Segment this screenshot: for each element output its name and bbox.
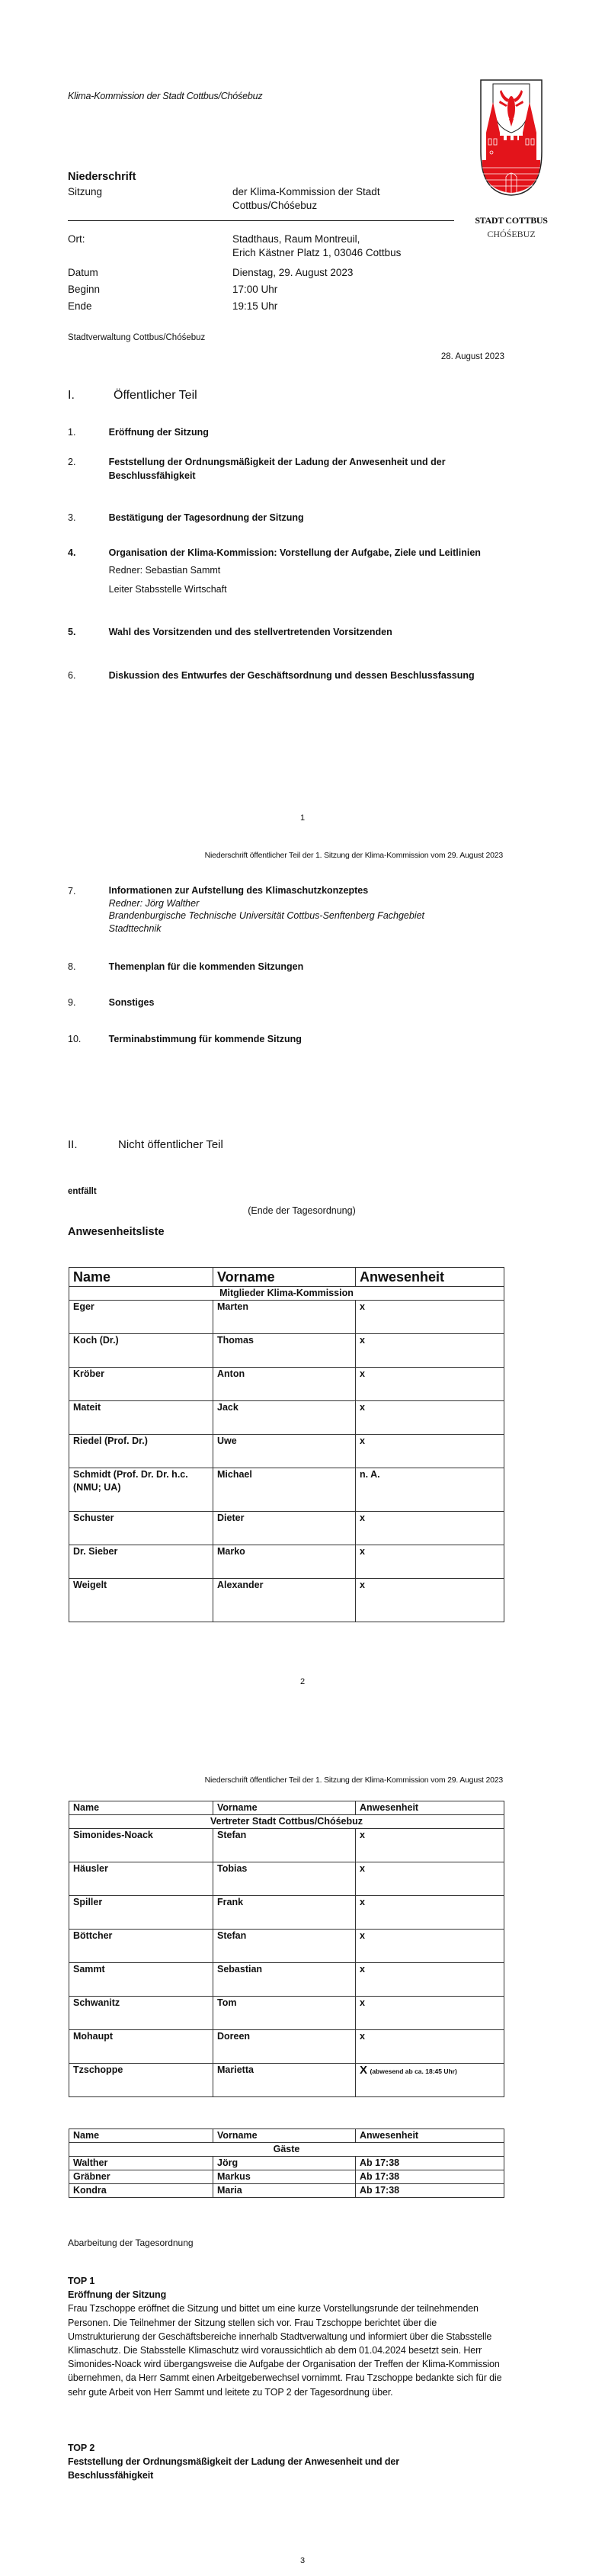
minutes-top2 — [68, 2441, 510, 2483]
top1-title: Eröffnung der Sitzung — [68, 2289, 167, 2301]
column-header-anwesenheit: Anwesenheit — [356, 1268, 504, 1287]
meta-value-cont: Cottbus/Chóśebuz — [232, 200, 318, 211]
agenda-number: 6. — [68, 670, 76, 681]
agenda-speaker: Redner: Sebastian Sammt — [108, 565, 221, 576]
column-header-anwesenheit: Anwesenheit — [356, 1801, 504, 1815]
cell-vorname: Jörg — [213, 2157, 356, 2170]
table-header-row — [69, 1268, 504, 1287]
group-header-guests: Gäste — [69, 2143, 504, 2157]
column-header-name: Name — [69, 2129, 213, 2143]
agenda-speaker-affiliation: Brandenburgische Technische Universität Cottbus-Senftenberg Fachgebiet — [108, 910, 425, 921]
cell-status: Ab 17:38 — [356, 2157, 504, 2170]
cell-vorname: Marko — [213, 1545, 356, 1579]
document-header-title: Klima-Kommission der Stadt Cottbus/Chóśebuz — [68, 91, 263, 101]
meta-label: Datum — [68, 267, 98, 278]
cell-status: x — [356, 1401, 504, 1435]
meta-value: 17:00 Uhr — [232, 284, 278, 295]
group-header-members: Mitglieder Klima-Kommission — [69, 1287, 504, 1301]
table-row — [69, 1435, 504, 1468]
table-header-row — [69, 1801, 504, 1815]
table-row — [69, 1301, 504, 1334]
agenda-title: Organisation der Klima-Kommission: Vorstellung der Aufgabe, Ziele und Leitlinien — [108, 547, 481, 558]
cell-vorname: Anton — [213, 1368, 356, 1401]
cell-vorname: Marten — [213, 1301, 356, 1334]
cell-name: Schmidt (Prof. Dr. Dr. h.c. (NMU; UA) — [69, 1468, 213, 1512]
issue-date: 28. August 2023 — [440, 352, 504, 361]
meta-row-datum — [68, 266, 464, 280]
table-row — [69, 1334, 504, 1368]
meta-label: Beginn — [68, 284, 101, 295]
cell-name: Tzschoppe — [69, 2064, 213, 2097]
cell-vorname: Markus — [213, 2170, 356, 2184]
document-title: Niederschrift — [68, 171, 136, 183]
cell-status: x — [356, 1963, 504, 1997]
top2-label: TOP 2 — [68, 2443, 95, 2453]
agenda-title: Informationen zur Aufstellung des Klimaschutzkonzeptes — [108, 885, 369, 896]
running-header: Niederschrift öffentlicher Teil der 1. Sitzung der Klima-Kommission vom 29. August 2023 — [204, 851, 503, 860]
table-row — [69, 2030, 504, 2064]
agenda-number: 7. — [68, 886, 76, 897]
section-title-nonpublic: Nicht öffentlicher Teil — [118, 1138, 223, 1151]
cell-vorname: Alexander — [213, 1579, 356, 1622]
cell-name: Gräbner — [69, 2170, 213, 2184]
coat-of-arms-logo — [480, 79, 543, 197]
cell-name: Schuster — [69, 1512, 213, 1545]
agenda-title: Eröffnung der Sitzung — [108, 427, 209, 438]
top1-label: TOP 1 — [68, 2276, 95, 2286]
agenda-title: Feststellung der Ordnungsmäßigkeit der Ladung der Anwesenheit und der — [108, 457, 446, 467]
table-row — [69, 1545, 504, 1579]
agenda-item-5 — [68, 625, 525, 639]
meta-row-beginn — [68, 283, 464, 297]
cell-name: Mohaupt — [69, 2030, 213, 2064]
cell-vorname: Maria — [213, 2184, 356, 2198]
cell-name: Weigelt — [69, 1579, 213, 1622]
cell-status: Ab 17:38 — [356, 2170, 504, 2184]
table-row — [69, 1862, 504, 1896]
cell-status: x — [356, 1930, 504, 1963]
agenda-item-8 — [68, 960, 525, 974]
meta-label: Ort: — [68, 233, 85, 245]
cell-status: x — [356, 2030, 504, 2064]
column-header-anwesenheit: Anwesenheit — [356, 2129, 504, 2143]
meta-label: Ende — [68, 300, 92, 312]
agenda-item-4 — [68, 546, 525, 596]
agenda-item-9 — [68, 996, 525, 1009]
agenda-item-3 — [68, 511, 525, 525]
meta-value-cont: Erich Kästner Platz 1, 03046 Cottbus — [232, 247, 402, 258]
cell-name: Sammt — [69, 1963, 213, 1997]
top1-text: Frau Tzschoppe eröffnet die Sitzung und bittet um eine kurze Vorstellungsrunde der teilnehmenden Personen. Die Teilnehmer der Sitzung stellen sich vor. Frau Tzschoppe berichtet über die Umstrukturierung der Geschäftsbereiche innerhalb Stadtverwaltung und informiert über die Stabsstelle Klimaschutz. Die Stabsstelle Klimaschutz wird voraussichtlich ab dem 01.04.2024 besetzt sein. Herr Simonides-Noack wird übergangsweise die Aufgabe der Organisation der Treffen der Klima-Kommission übernehmen, da Herr Sammt einen Arbeitgeberwechsel vornimmt. Frau Tzschoppe bedankte sich für die sehr gute Arbeit von Herr Sammt und leitete zu TOP 2 der Tagesordnung über. — [68, 2303, 502, 2398]
cell-status: x — [356, 1368, 504, 1401]
cell-name: Riedel (Prof. Dr.) — [69, 1435, 213, 1468]
end-of-agenda-note: (Ende der Tagesordnung) — [248, 1205, 356, 1216]
cell-name: Spiller — [69, 1896, 213, 1930]
cell-name: Schwanitz — [69, 1997, 213, 2030]
agenda-number: 8. — [68, 961, 76, 972]
table-row — [69, 1997, 504, 2030]
page-number: 3 — [299, 2556, 306, 2565]
column-header-vorname: Vorname — [213, 1268, 356, 1287]
column-header-name: Name — [69, 1801, 213, 1815]
table-row — [69, 1512, 504, 1545]
cell-status: x — [356, 1301, 504, 1334]
cell-name: Dr. Sieber — [69, 1545, 213, 1579]
table-row — [69, 2157, 504, 2170]
page-number: 1 — [299, 813, 306, 823]
cell-name: Böttcher — [69, 1930, 213, 1963]
column-header-vorname: Vorname — [213, 2129, 356, 2143]
cell-vorname: Uwe — [213, 1435, 356, 1468]
agenda-speaker-role: Leiter Stabsstelle Wirtschaft — [108, 584, 227, 595]
status-mark: X — [360, 2064, 368, 2077]
column-header-vorname: Vorname — [213, 1801, 356, 1815]
top2-title: Feststellung der Ordnungsmäßigkeit der Ladung der Anwesenheit und der — [68, 2456, 400, 2468]
agenda-title: Themenplan für die kommenden Sitzungen — [108, 961, 304, 972]
logo-text-sorbian: CHÓŚEBUZ — [487, 229, 536, 239]
table-row — [69, 1401, 504, 1435]
meta-row-sitzung — [68, 185, 464, 213]
cell-vorname: Stefan — [213, 1829, 356, 1862]
table-row — [69, 1579, 504, 1622]
cell-vorname: Thomas — [213, 1334, 356, 1368]
cell-status: x — [356, 1435, 504, 1468]
agenda-speaker-affiliation-cont: Stadttechnik — [108, 922, 162, 934]
nonpublic-status: entfällt — [68, 1187, 97, 1196]
column-header-name: Name — [69, 1268, 213, 1287]
cell-status: x — [356, 1862, 504, 1896]
cell-name: Kröber — [69, 1368, 213, 1401]
agenda-number: 5. — [68, 627, 76, 637]
header-divider — [68, 220, 454, 221]
cell-status: x — [356, 1997, 504, 2030]
cell-vorname: Frank — [213, 1896, 356, 1930]
agenda-number: 10. — [68, 1034, 82, 1044]
page-number: 2 — [299, 1677, 306, 1686]
cell-name: Walther — [69, 2157, 213, 2170]
section-numeral-1: I. — [68, 389, 75, 402]
cell-status: x — [356, 1512, 504, 1545]
agenda-number: 4. — [68, 547, 76, 558]
attendance-table-city — [69, 1801, 504, 2097]
cell-name: Kondra — [69, 2184, 213, 2198]
cell-status: x — [356, 1545, 504, 1579]
table-row — [69, 1930, 504, 1963]
cell-status: n. A. — [356, 1468, 504, 1512]
group-header-city: Vertreter Stadt Cottbus/Chóśebuz — [69, 1815, 504, 1829]
issuer: Stadtverwaltung Cottbus/Chóśebuz — [68, 333, 206, 342]
table-row — [69, 1963, 504, 1997]
cell-status: x — [356, 1334, 504, 1368]
cell-status: x — [356, 1579, 504, 1622]
cell-vorname: Marietta — [213, 2064, 356, 2097]
agenda-speaker: Redner: Jörg Walther — [108, 897, 200, 909]
agenda-number: 3. — [68, 512, 76, 523]
agenda-number: 2. — [68, 457, 76, 467]
table-row — [69, 1829, 504, 1862]
minutes-heading: Abarbeitung der Tagesordnung — [68, 2238, 194, 2248]
cell-vorname: Tobias — [213, 1862, 356, 1896]
agenda-item-1 — [68, 425, 525, 439]
agenda-title: Diskussion des Entwurfes der Geschäftsordnung und dessen Beschlussfassung — [108, 670, 475, 681]
top2-title-cont: Beschlussfähigkeit — [68, 2470, 154, 2481]
agenda-number: 9. — [68, 997, 76, 1008]
cell-name: Simonides-Noack — [69, 1829, 213, 1862]
cell-name: Koch (Dr.) — [69, 1334, 213, 1368]
attendance-table-members — [69, 1267, 504, 1622]
logo-text-city: STADT COTTBUS — [475, 215, 548, 226]
table-row — [69, 1896, 504, 1930]
cell-vorname: Stefan — [213, 1930, 356, 1963]
cell-vorname: Dieter — [213, 1512, 356, 1545]
meta-value: Dienstag, 29. August 2023 — [232, 267, 354, 278]
agenda-title: Bestätigung der Tagesordnung der Sitzung — [108, 512, 304, 523]
cell-vorname: Jack — [213, 1401, 356, 1435]
attendance-heading: Anwesenheitsliste — [68, 1226, 165, 1238]
table-row — [69, 2184, 504, 2198]
table-row — [69, 2064, 504, 2097]
minutes-top1 — [68, 2274, 510, 2399]
agenda-item-7 — [68, 884, 525, 935]
meta-row-ort — [68, 233, 464, 260]
cell-vorname: Tom — [213, 1997, 356, 2030]
agenda-title: Sonstiges — [108, 997, 155, 1008]
table-row — [69, 1368, 504, 1401]
cell-vorname: Michael — [213, 1468, 356, 1512]
running-header: Niederschrift öffentlicher Teil der 1. Sitzung der Klima-Kommission vom 29. August 2023 — [204, 1776, 503, 1785]
agenda-title: Wahl des Vorsitzenden und des stellvertretenden Vorsitzenden — [108, 627, 392, 637]
agenda-title: Terminabstimmung für kommende Sitzung — [108, 1034, 302, 1044]
agenda-title-cont: Beschlussfähigkeit — [108, 470, 196, 481]
table-row — [69, 2170, 504, 2184]
table-header-row — [69, 2129, 504, 2143]
coat-of-arms-icon — [480, 79, 543, 197]
meta-row-ende — [68, 300, 464, 313]
cell-vorname: Doreen — [213, 2030, 356, 2064]
meta-value: der Klima-Kommission der Stadt — [232, 186, 380, 197]
meta-value: 19:15 Uhr — [232, 300, 278, 312]
cell-status: x — [356, 1896, 504, 1930]
cell-name: Eger — [69, 1301, 213, 1334]
cell-name: Mateit — [69, 1401, 213, 1435]
status-note: (abwesend ab ca. 18:45 Uhr) — [370, 2068, 457, 2075]
section-title-public: Öffentlicher Teil — [114, 389, 197, 402]
cell-status: x — [356, 1829, 504, 1862]
section-numeral-2: II. — [68, 1138, 78, 1151]
cell-status — [356, 2064, 504, 2097]
agenda-item-2 — [68, 455, 525, 483]
cell-name: Häusler — [69, 1862, 213, 1896]
agenda-number: 1. — [68, 427, 76, 438]
agenda-item-6 — [68, 669, 525, 682]
meta-label: Sitzung — [68, 186, 103, 197]
agenda-item-10 — [68, 1032, 525, 1046]
cell-vorname: Sebastian — [213, 1963, 356, 1997]
cell-status: Ab 17:38 — [356, 2184, 504, 2198]
meta-value: Stadthaus, Raum Montreuil, — [232, 233, 360, 245]
attendance-table-guests — [69, 2128, 504, 2198]
table-row — [69, 1468, 504, 1512]
